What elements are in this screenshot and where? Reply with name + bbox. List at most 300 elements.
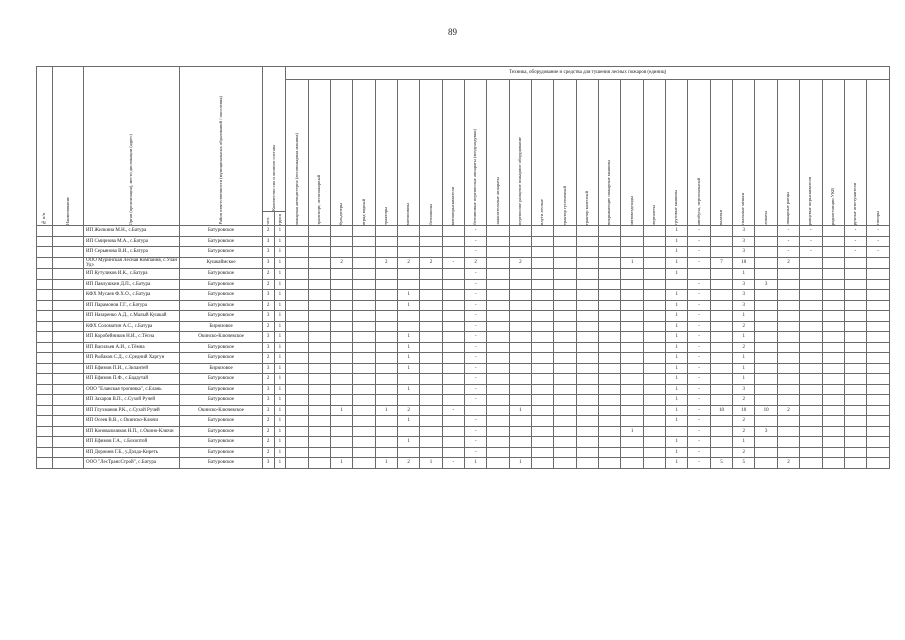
cell-equipment-value: [509, 353, 531, 364]
cell-equipment-value: [286, 426, 308, 437]
cell-equipment-value: [621, 332, 643, 343]
cell-equipment-value: [353, 437, 375, 448]
cell-equipment-value: -: [465, 363, 487, 374]
cell-equipment-value: [420, 311, 442, 322]
table-row: [37, 332, 890, 343]
table-row: [37, 279, 890, 290]
cell-equipment-value: [420, 363, 442, 374]
cell-equipment-value: [844, 374, 866, 385]
header-equipment-20-text: палатки: [718, 209, 724, 225]
cell-equipment-value: [397, 311, 419, 322]
cell-equipment-value: [308, 384, 330, 395]
cell-equipment-value: 1: [375, 458, 397, 469]
cell-people: 3: [262, 257, 274, 269]
cell-equipment-value: 1: [666, 257, 688, 269]
cell-equipment-value: [375, 226, 397, 237]
cell-equipment-value: [710, 226, 732, 237]
cell-equipment-value: [755, 437, 777, 448]
cell-equipment-value: 1: [666, 269, 688, 280]
cell-equipment-value: 2: [733, 321, 755, 332]
cell-equipment-value: [621, 395, 643, 406]
cell-equipment-value: [509, 363, 531, 374]
cell-equipment-value: [487, 311, 509, 322]
header-equipment-11: [509, 80, 531, 226]
cell-equipment-value: 1: [666, 416, 688, 427]
cell-equipment-value: [777, 269, 799, 280]
cell-equipment-value: [397, 279, 419, 290]
cell-equipment-value: [487, 279, 509, 290]
equipment-table-container: [36, 66, 890, 566]
cell-equipment-value: [509, 311, 531, 322]
cell-equipment-value: [286, 279, 308, 290]
cell-organization: ООО "ЛесТрансСтрой", с.Батура: [84, 458, 180, 469]
cell-equipment-value: -: [688, 321, 710, 332]
cell-equipment-value: [308, 416, 330, 427]
cell-equipment-value: 2: [733, 447, 755, 458]
cell-equipment-value: [286, 290, 308, 301]
header-equipment-26-text: ручные огнетушители: [852, 182, 858, 225]
cell-equipment-value: [353, 236, 375, 247]
cell-number: [37, 405, 53, 416]
header-equipment-24-text: ранцевые опрыскиватели: [807, 176, 813, 225]
header-equipment-7: [420, 80, 442, 226]
cell-equipment-value: [308, 458, 330, 469]
cell-organization: ООО Муринская Лесная Компания, с.Улан Удэ: [84, 257, 180, 269]
cell-equipment-value: [487, 363, 509, 374]
cell-groups: 1: [274, 311, 286, 322]
cell-equipment-value: [442, 353, 464, 364]
cell-equipment-value: [822, 269, 844, 280]
cell-equipment-value: -: [688, 384, 710, 395]
cell-equipment-value: [532, 374, 554, 385]
cell-equipment-value: [286, 311, 308, 322]
cell-equipment-value: -: [465, 384, 487, 395]
cell-equipment-value: [286, 447, 308, 458]
table-row: [37, 257, 890, 269]
cell-name: [53, 447, 84, 458]
cell-equipment-value: [710, 395, 732, 406]
cell-equipment-value: [286, 269, 308, 280]
cell-people: 3: [262, 458, 274, 469]
header-equipment-26: [844, 80, 866, 226]
header-groups-text: групп: [276, 213, 282, 225]
cell-equipment-value: [420, 426, 442, 437]
cell-equipment-value: [576, 257, 598, 269]
cell-equipment-value: [755, 332, 777, 343]
cell-equipment-value: [420, 279, 442, 290]
cell-equipment-value: 3: [733, 236, 755, 247]
cell-equipment-value: 1: [397, 300, 419, 311]
cell-equipment-value: -: [442, 405, 464, 416]
cell-people: 3: [262, 247, 274, 258]
cell-equipment-value: 1: [666, 363, 688, 374]
cell-equipment-value: 1: [666, 437, 688, 448]
cell-people: 2: [262, 416, 274, 427]
cell-equipment-value: [353, 384, 375, 395]
cell-equipment-value: [487, 353, 509, 364]
cell-organization: ИП Ефимов П.И., с.Зилантей: [84, 363, 180, 374]
cell-equipment-value: [710, 300, 732, 311]
header-equipment-12: [532, 80, 554, 226]
cell-equipment-value: 2: [777, 257, 799, 269]
cell-equipment-value: [822, 458, 844, 469]
cell-equipment-value: [554, 321, 576, 332]
cell-equipment-value: [509, 395, 531, 406]
cell-equipment-value: -: [465, 416, 487, 427]
cell-equipment-value: 2: [397, 458, 419, 469]
cell-equipment-value: [308, 279, 330, 290]
cell-equipment-value: -: [688, 374, 710, 385]
cell-equipment-value: [375, 447, 397, 458]
cell-equipment-value: [822, 363, 844, 374]
cell-equipment-value: [599, 300, 621, 311]
cell-equipment-value: [867, 416, 890, 427]
header-equipment-10-text: зажигательные аппараты: [494, 177, 500, 225]
cell-equipment-value: [643, 300, 665, 311]
cell-equipment-value: [308, 342, 330, 353]
cell-equipment-value: 2: [330, 257, 352, 269]
cell-equipment-value: [286, 257, 308, 269]
header-equipment-3-text: бульдозеры: [338, 202, 344, 225]
cell-equipment-value: [710, 353, 732, 364]
cell-equipment-value: [420, 300, 442, 311]
cell-equipment-value: [800, 279, 822, 290]
cell-equipment-value: -: [867, 247, 890, 258]
cell-equipment-value: 1: [666, 247, 688, 258]
cell-equipment-value: [666, 279, 688, 290]
cell-people: 3: [262, 290, 274, 301]
cell-equipment-value: -: [465, 437, 487, 448]
cell-equipment-value: [844, 342, 866, 353]
cell-equipment-value: [509, 426, 531, 437]
cell-equipment-value: [643, 363, 665, 374]
cell-equipment-value: [710, 447, 732, 458]
header-people-text: чел.: [264, 217, 270, 225]
cell-equipment-value: 3: [755, 426, 777, 437]
cell-equipment-value: [397, 226, 419, 237]
cell-equipment-value: [710, 426, 732, 437]
header-groups: [274, 212, 286, 226]
cell-equipment-value: [330, 332, 352, 343]
cell-equipment-value: -: [465, 300, 487, 311]
cell-equipment-value: [330, 311, 352, 322]
cell-equipment-value: [599, 416, 621, 427]
cell-equipment-value: [286, 353, 308, 364]
cell-equipment-value: [867, 374, 890, 385]
cell-equipment-value: 3: [733, 226, 755, 237]
cell-equipment-value: [822, 416, 844, 427]
cell-equipment-value: [375, 384, 397, 395]
cell-equipment-value: [308, 363, 330, 374]
cell-equipment-value: [710, 290, 732, 301]
cell-equipment-value: [286, 247, 308, 258]
header-equipment-27-text: топоры: [874, 210, 880, 225]
table-row: [37, 290, 890, 301]
cell-equipment-value: -: [688, 279, 710, 290]
cell-equipment-value: [554, 279, 576, 290]
cell-district: Батуровское: [180, 226, 262, 237]
cell-name: [53, 374, 84, 385]
cell-district: Батуровское: [180, 437, 262, 448]
cell-name: [53, 226, 84, 237]
cell-groups: 1: [274, 247, 286, 258]
cell-equipment-value: [509, 279, 531, 290]
cell-number: [37, 257, 53, 269]
cell-equipment-value: [755, 226, 777, 237]
header-equipment-20: [710, 80, 732, 226]
cell-equipment-value: -: [688, 247, 710, 258]
cell-equipment-value: [353, 363, 375, 374]
cell-equipment-value: 7: [710, 257, 732, 269]
cell-groups: 1: [274, 342, 286, 353]
cell-equipment-value: [397, 395, 419, 406]
cell-equipment-value: [420, 321, 442, 332]
cell-equipment-value: [532, 332, 554, 343]
cell-equipment-value: [621, 321, 643, 332]
cell-equipment-value: [554, 363, 576, 374]
cell-equipment-value: [800, 458, 822, 469]
cell-district: Батуровское: [180, 300, 262, 311]
cell-equipment-value: [554, 290, 576, 301]
cell-equipment-value: [755, 374, 777, 385]
cell-equipment-value: [576, 226, 598, 237]
cell-equipment-value: [442, 311, 464, 322]
cell-organization: ИП Назаренко А.Д., с.Малый Кушкай: [84, 311, 180, 322]
cell-groups: 1: [274, 236, 286, 247]
cell-equipment-value: 1: [397, 290, 419, 301]
cell-equipment-value: [554, 374, 576, 385]
table-row: [37, 353, 890, 364]
cell-equipment-value: -: [465, 374, 487, 385]
cell-groups: 1: [274, 353, 286, 364]
cell-equipment-value: [330, 447, 352, 458]
cell-equipment-value: [777, 395, 799, 406]
cell-equipment-value: [442, 269, 464, 280]
cell-equipment-value: [487, 447, 509, 458]
cell-equipment-value: -: [844, 236, 866, 247]
cell-equipment-value: [822, 353, 844, 364]
cell-equipment-value: [509, 290, 531, 301]
header-organization-text: Орган (организация), место дислокации (адрес): [128, 133, 134, 225]
cell-equipment-value: [710, 236, 732, 247]
header-equipment-16: [621, 80, 643, 226]
cell-equipment-value: [599, 279, 621, 290]
cell-groups: 1: [274, 363, 286, 374]
cell-equipment-value: [308, 290, 330, 301]
cell-equipment-value: 1: [733, 269, 755, 280]
cell-equipment-value: [576, 374, 598, 385]
cell-equipment-value: [442, 279, 464, 290]
cell-equipment-value: [442, 374, 464, 385]
cell-equipment-value: [286, 321, 308, 332]
cell-equipment-value: [844, 363, 866, 374]
cell-equipment-value: [710, 374, 732, 385]
cell-organization: ИП Парамонов Г.Г., с.Батура: [84, 300, 180, 311]
cell-equipment-value: [822, 300, 844, 311]
page-number: 89: [448, 27, 457, 37]
cell-equipment-value: -: [688, 353, 710, 364]
cell-equipment-value: -: [867, 236, 890, 247]
cell-people: 2: [262, 321, 274, 332]
cell-district: Батуровское: [180, 395, 262, 406]
cell-equipment-value: [755, 363, 777, 374]
header-equipment-25-text: радиостанции УКВ: [829, 187, 835, 225]
cell-equipment-value: [554, 426, 576, 437]
table-row: [37, 311, 890, 322]
cell-name: [53, 236, 84, 247]
cell-organization: КФХ Соломатин А.С., с.Батура: [84, 321, 180, 332]
cell-equipment-value: [330, 321, 352, 332]
cell-equipment-value: [844, 353, 866, 364]
cell-district: Батуровское: [180, 279, 262, 290]
cell-organization: ООО "Еланская тропинка", с.Елань: [84, 384, 180, 395]
table-row: [37, 247, 890, 258]
cell-groups: 1: [274, 332, 286, 343]
cell-organization: ИП Жилкина М.Н., с.Батура: [84, 226, 180, 237]
cell-equipment-value: [286, 458, 308, 469]
cell-equipment-value: [286, 342, 308, 353]
table-row: [37, 416, 890, 427]
header-equipment-9-text: бензиновые переносные аппараты (воздуходувки): [472, 129, 478, 225]
cell-equipment-value: [755, 236, 777, 247]
cell-equipment-value: [487, 458, 509, 469]
cell-equipment-value: [353, 353, 375, 364]
cell-equipment-value: [442, 426, 464, 437]
cell-groups: 1: [274, 290, 286, 301]
cell-equipment-value: [420, 374, 442, 385]
header-equipment-1-text: пожарная автоцистерна (лесопожарная машина): [293, 132, 299, 225]
cell-equipment-value: [822, 447, 844, 458]
cell-equipment-value: [643, 279, 665, 290]
table-row: [37, 426, 890, 437]
cell-equipment-value: 2: [375, 257, 397, 269]
cell-equipment-value: [286, 384, 308, 395]
cell-equipment-value: [643, 405, 665, 416]
cell-equipment-value: [710, 279, 732, 290]
cell-equipment-value: [599, 342, 621, 353]
cell-equipment-value: [710, 416, 732, 427]
cell-equipment-value: [576, 395, 598, 406]
cell-district: Батуровское: [180, 311, 262, 322]
cell-equipment-value: 1: [666, 353, 688, 364]
cell-equipment-value: 10: [733, 405, 755, 416]
cell-equipment-value: [420, 437, 442, 448]
cell-equipment-value: [710, 247, 732, 258]
cell-equipment-value: [487, 269, 509, 280]
header-equipment-12-text: плуги лесные: [539, 198, 545, 225]
cell-organization: ИП Коновальчиков Н.П., с.Окино-Ключи: [84, 426, 180, 437]
cell-equipment-value: 1: [509, 405, 531, 416]
cell-equipment-value: [487, 416, 509, 427]
cell-equipment-value: [710, 437, 732, 448]
cell-equipment-value: [666, 426, 688, 437]
cell-equipment-value: [330, 279, 352, 290]
cell-equipment-value: 2: [733, 342, 755, 353]
cell-name: [53, 290, 84, 301]
cell-equipment-value: -: [465, 342, 487, 353]
cell-equipment-value: [755, 257, 777, 269]
cell-equipment-value: -: [688, 447, 710, 458]
cell-equipment-value: [308, 374, 330, 385]
cell-equipment-value: [844, 405, 866, 416]
cell-equipment-value: [442, 290, 464, 301]
cell-equipment-value: [822, 374, 844, 385]
cell-equipment-value: [509, 321, 531, 332]
cell-equipment-value: [710, 342, 732, 353]
header-equipment-15: [599, 80, 621, 226]
cell-equipment-value: [308, 236, 330, 247]
cell-number: [37, 311, 53, 322]
cell-groups: 1: [274, 374, 286, 385]
cell-number: [37, 226, 53, 237]
cell-equipment-value: [867, 290, 890, 301]
cell-equipment-value: [487, 257, 509, 269]
cell-equipment-value: [576, 363, 598, 374]
cell-equipment-value: [867, 426, 890, 437]
cell-equipment-value: [822, 290, 844, 301]
cell-equipment-value: [353, 416, 375, 427]
cell-equipment-value: -: [800, 226, 822, 237]
cell-equipment-value: [599, 447, 621, 458]
cell-equipment-value: [487, 300, 509, 311]
cell-equipment-value: [867, 332, 890, 343]
cell-equipment-value: -: [465, 353, 487, 364]
cell-equipment-value: [330, 437, 352, 448]
cell-number: [37, 426, 53, 437]
cell-equipment-value: [532, 405, 554, 416]
cell-equipment-value: 1: [666, 236, 688, 247]
cell-equipment-value: [330, 426, 352, 437]
cell-equipment-value: [844, 321, 866, 332]
cell-district: Батуровское: [180, 447, 262, 458]
cell-groups: 1: [274, 279, 286, 290]
cell-equipment-value: [375, 321, 397, 332]
cell-equipment-value: 1: [397, 437, 419, 448]
cell-equipment-value: [308, 426, 330, 437]
cell-equipment-value: [643, 226, 665, 237]
cell-equipment-value: [576, 353, 598, 364]
cell-groups: 1: [274, 395, 286, 406]
cell-equipment-value: 1: [330, 405, 352, 416]
cell-organization: ИП Осеев В.В., с.Окинско-Ключи: [84, 416, 180, 427]
cell-equipment-value: [599, 290, 621, 301]
cell-equipment-value: [576, 426, 598, 437]
cell-number: [37, 269, 53, 280]
cell-organization: ИП Кутуликов И.К., с.Батура: [84, 269, 180, 280]
cell-equipment-value: [599, 458, 621, 469]
header-district-text: Район ответственности (муниципальных образований / поселения): [217, 96, 223, 225]
cell-equipment-value: [867, 257, 890, 269]
cell-number: [37, 447, 53, 458]
cell-equipment-value: [599, 405, 621, 416]
cell-equipment-value: -: [465, 290, 487, 301]
cell-equipment-value: [867, 384, 890, 395]
cell-equipment-value: [599, 353, 621, 364]
cell-equipment-value: 2: [777, 458, 799, 469]
cell-equipment-value: -: [465, 447, 487, 458]
header-equipment-25: [822, 80, 844, 226]
cell-equipment-value: [800, 342, 822, 353]
cell-equipment-value: [844, 332, 866, 343]
cell-equipment-value: [777, 321, 799, 332]
cell-equipment-value: 1: [666, 311, 688, 322]
cell-equipment-value: [576, 311, 598, 322]
cell-equipment-value: 1: [666, 226, 688, 237]
cell-equipment-value: -: [688, 405, 710, 416]
table-row: [37, 447, 890, 458]
cell-equipment-value: [509, 269, 531, 280]
cell-equipment-value: 2: [733, 395, 755, 406]
